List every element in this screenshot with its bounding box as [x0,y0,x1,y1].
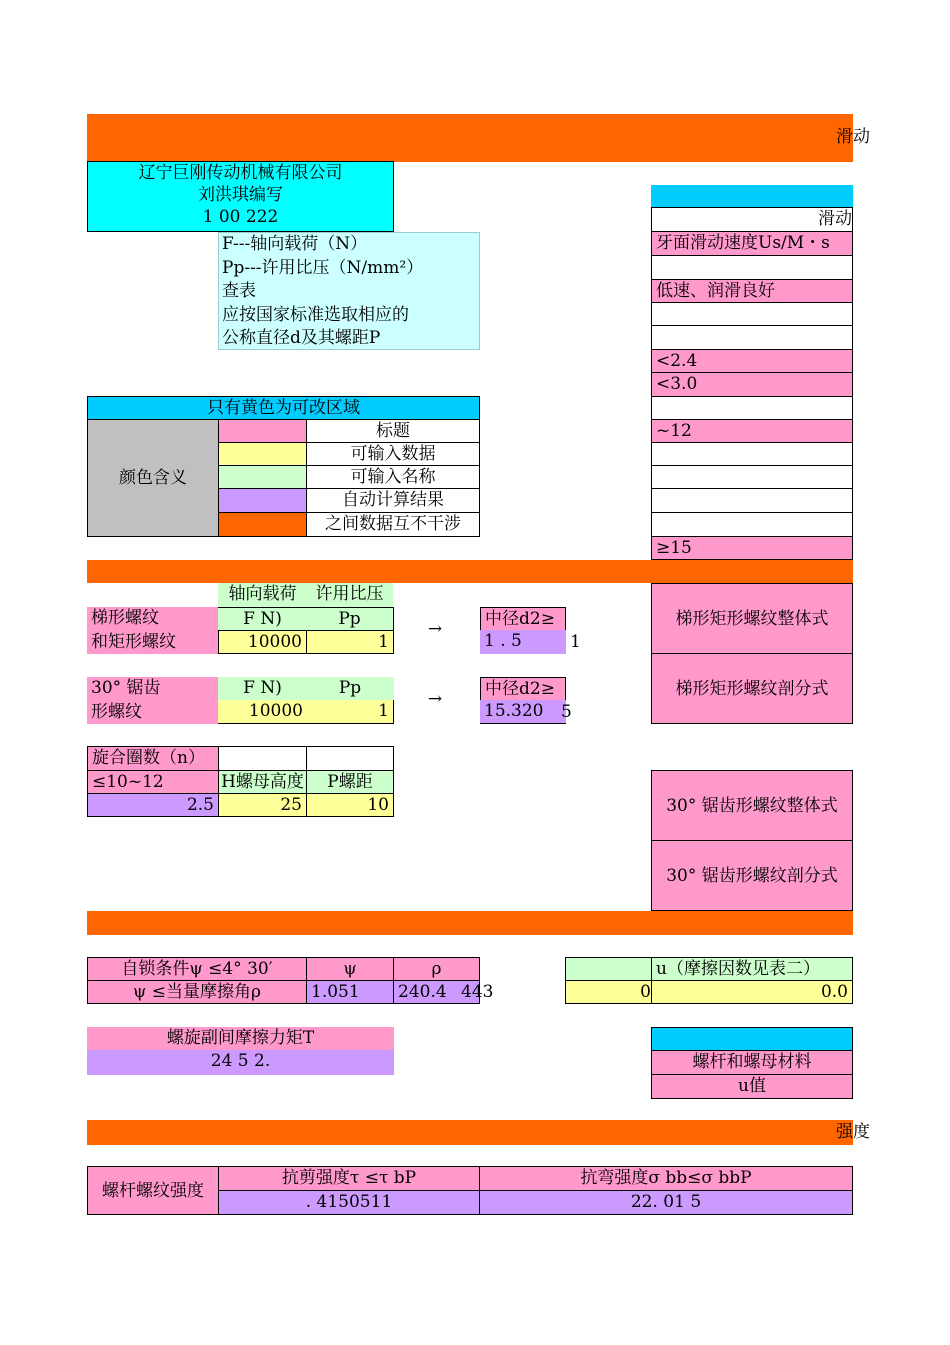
title-banner-label: 滑动 [836,127,870,147]
right-table-row [651,512,853,537]
saw-label-line2: 形螺纹 [91,701,142,722]
psi-value: 1.051 [306,980,394,1004]
turns-value: 2.5 [87,793,219,817]
section-divider [87,911,853,935]
right-table-row: ~12 [651,419,853,443]
saw-f-header: F N) [218,677,307,701]
saw-whole-button[interactable]: 30° 锯齿形螺纹整体式 [651,770,853,841]
legend-swatch [218,419,307,443]
rho-value: 240.4 [393,980,480,1004]
legend-swatch [218,442,307,466]
material-label: 螺杆和螺母材料 [651,1050,853,1075]
legend-swatch [218,512,307,537]
friction-value: 0.0 [651,980,853,1004]
right-table-header [651,185,853,208]
trap-d2-value: 1 . 5 [480,630,566,654]
selflock-label: 自锁条件ψ ≤4° 30′ [87,957,307,981]
trap-pp-input[interactable]: 1 [306,630,394,654]
saw-pp-header: Pp [306,677,394,701]
bend-strength-header: 抗弯强度σ bb≤σ bbP [479,1166,853,1191]
saw-f-input[interactable]: 10000 [218,700,307,724]
trap-d2-label: 中径d2≥ [480,607,566,631]
trap-label [87,607,218,654]
right-table-row [651,442,853,466]
allowable-pressure-header: 许用比压 [306,583,393,607]
shear-strength-value: . 4150511 [218,1190,480,1215]
selflock-condition: ψ ≤当量摩擦角ρ [87,980,307,1004]
saw-split-button[interactable]: 30° 锯齿形螺纹剖分式 [651,840,853,911]
saw-d2-extra: 5 [561,702,572,722]
legend-text: 之间数据互不干涉 [306,512,480,537]
nut-height-input[interactable]: 25 [218,793,307,817]
bend-strength-value: 22. 01 5 [479,1190,853,1215]
legend-swatch [218,465,307,489]
right-table-row [651,302,853,326]
note-line: 应按国家标准选取相应的 [222,304,409,325]
saw-pp-input[interactable]: 1 [306,700,394,724]
turns-range: ≤10~12 [87,770,219,794]
right-table-row: ≥15 [651,536,853,560]
right-table-title: 滑动 [651,207,853,232]
trap-f-header: F N) [218,607,307,631]
trap-label-line2: 和矩形螺纹 [91,631,176,652]
torque-label: 螺旋副间摩擦力矩T [87,1027,394,1051]
axial-load-header: 轴向载荷 [218,583,307,607]
material-header [651,1027,853,1051]
strength-section-label: 强度 [836,1122,870,1142]
legend-text: 标题 [306,419,480,443]
friction-input[interactable]: 0 [565,980,652,1004]
notes-box [218,232,480,350]
right-table-row: 牙面滑动速度Us/M・s [651,231,853,256]
right-table-row [651,488,853,513]
right-table-row: 低速、润滑良好 [651,279,853,303]
friction-label-blank [565,957,652,981]
note-line: Pp---许用比压（N/mm²） [222,257,424,278]
friction-label: u（摩擦因数见表二） [651,957,853,981]
nut-height-label: H螺母高度 [218,770,307,794]
torque-value: 24 5 2. [87,1050,394,1075]
trap-pp-header: Pp [306,607,394,631]
shear-strength-header: 抗剪强度τ ≤τ bP [218,1166,480,1191]
section-divider [87,560,853,583]
arrow-icon: → [427,619,443,639]
trap-d2-extra: 1 [570,632,581,652]
right-table-row [651,255,853,280]
legend-text: 自动计算结果 [306,488,480,513]
note-line: 查表 [222,281,256,301]
legend-swatch [218,488,307,513]
legend-text: 可输入数据 [306,442,480,466]
legend-header: 只有黄色为可改区域 [87,396,480,420]
arrow-icon: → [427,689,443,709]
saw-d2-value: 15.320 [480,700,566,724]
saw-d2-label: 中径d2≥ [480,677,566,701]
strength-label: 螺杆螺纹强度 [87,1166,219,1215]
section-divider [87,1120,853,1145]
right-table-row: <2.4 [651,349,853,373]
author-label: 刘洪琪编写 [198,185,283,205]
material-u-label: u值 [651,1074,853,1099]
note-line: F---轴向载荷（N） [222,234,368,254]
legend-label: 颜色含义 [87,419,219,537]
turns-label: 旋合圈数（n） [87,746,219,771]
saw-label-line1: 30° 锯齿 [91,678,161,698]
right-table-row [651,396,853,420]
pitch-label: P螺距 [306,770,394,794]
rho-header: ρ [393,957,480,981]
turns-empty-cell [218,746,307,771]
company-block [87,161,394,232]
note-line: 公称直径d及其螺距P [222,328,381,348]
trap-label-line1: 梯形螺纹 [91,608,159,628]
company-name: 辽宁巨刚传动机械有限公司 [138,163,343,183]
selflock-extra: 443 [461,982,494,1002]
psi-header: ψ [306,957,394,981]
trap-split-button[interactable]: 梯形矩形螺纹剖分式 [651,653,853,724]
right-table-row [651,465,853,489]
right-table-row: <3.0 [651,372,853,397]
trap-f-input[interactable]: 10000 [218,630,307,654]
date-label: 1 00 222 [202,207,279,227]
saw-label [87,677,218,724]
trap-whole-button[interactable]: 梯形矩形螺纹整体式 [651,583,853,654]
title-banner [87,114,853,162]
turns-empty-cell [306,746,394,771]
right-table-row [651,325,853,350]
pitch-input[interactable]: 10 [306,793,394,817]
legend-text: 可输入名称 [306,465,480,489]
